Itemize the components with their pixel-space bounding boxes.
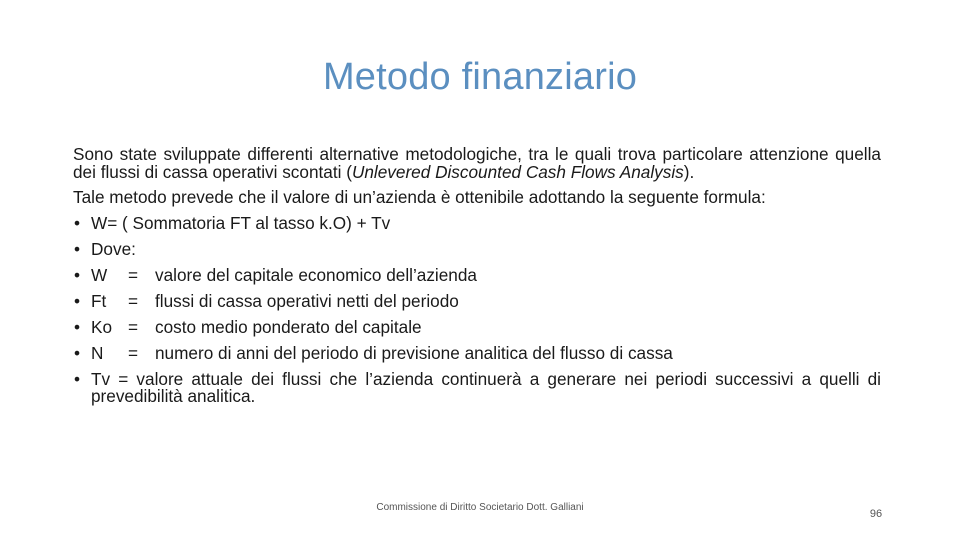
bullet-ko <box>73 316 881 337</box>
intro-text-b: ). <box>683 161 695 182</box>
bullet-dove: • Dove: <box>73 241 881 259</box>
intro-paragraph-2: Tale metodo prevede che il valore di un’azienda è ottenibile adottando la seguente formula: <box>73 187 766 207</box>
page-number: 96 <box>869 508 883 520</box>
bullet-n <box>73 342 881 363</box>
symbol-ko: Ko <box>91 316 113 337</box>
slide-body <box>73 146 881 414</box>
equals-w: = <box>128 264 139 285</box>
desc-n: numero di anni del periodo di previsione analitica del flusso di cassa <box>155 342 673 363</box>
intro-text-a: Sono state sviluppate differenti alternative metodologiche, tra le quali trova particolare attenzione quella dei flussi di cassa operativi scontati ( <box>73 144 881 182</box>
desc-w: valore del capitale economico dell’azienda <box>155 264 477 285</box>
equals-ft: = <box>128 290 139 311</box>
footer-text: Commissione di Diritto Societario Dott. Galliani <box>376 502 584 513</box>
desc-ft: flussi di cassa operativi netti del periodo <box>155 290 459 311</box>
bullet-ft <box>73 290 881 311</box>
bullet-list <box>73 212 881 406</box>
desc-ko: costo medio ponderato del capitale <box>155 316 422 337</box>
symbol-n: N <box>91 342 104 363</box>
intro-text-italic: Unlevered Discounted Cash Flows Analysis <box>351 161 684 182</box>
equals-n: = <box>128 342 139 363</box>
bullet-tv: • Tv = valore attuale dei flussi che l’azienda continuerà a generare nei periodi successivi a quelli di prevedibilità analitica. <box>73 371 881 406</box>
symbol-w: W <box>91 264 108 285</box>
bullet-formula: • W= ( Sommatoria FT al tasso k.O) + Tv <box>73 215 881 233</box>
symbol-ft: Ft <box>91 290 107 311</box>
slide-title: Metodo finanziario <box>322 56 638 98</box>
bullet-w <box>73 264 881 285</box>
intro-paragraph-1 <box>73 146 881 181</box>
equals-ko: = <box>128 316 139 337</box>
